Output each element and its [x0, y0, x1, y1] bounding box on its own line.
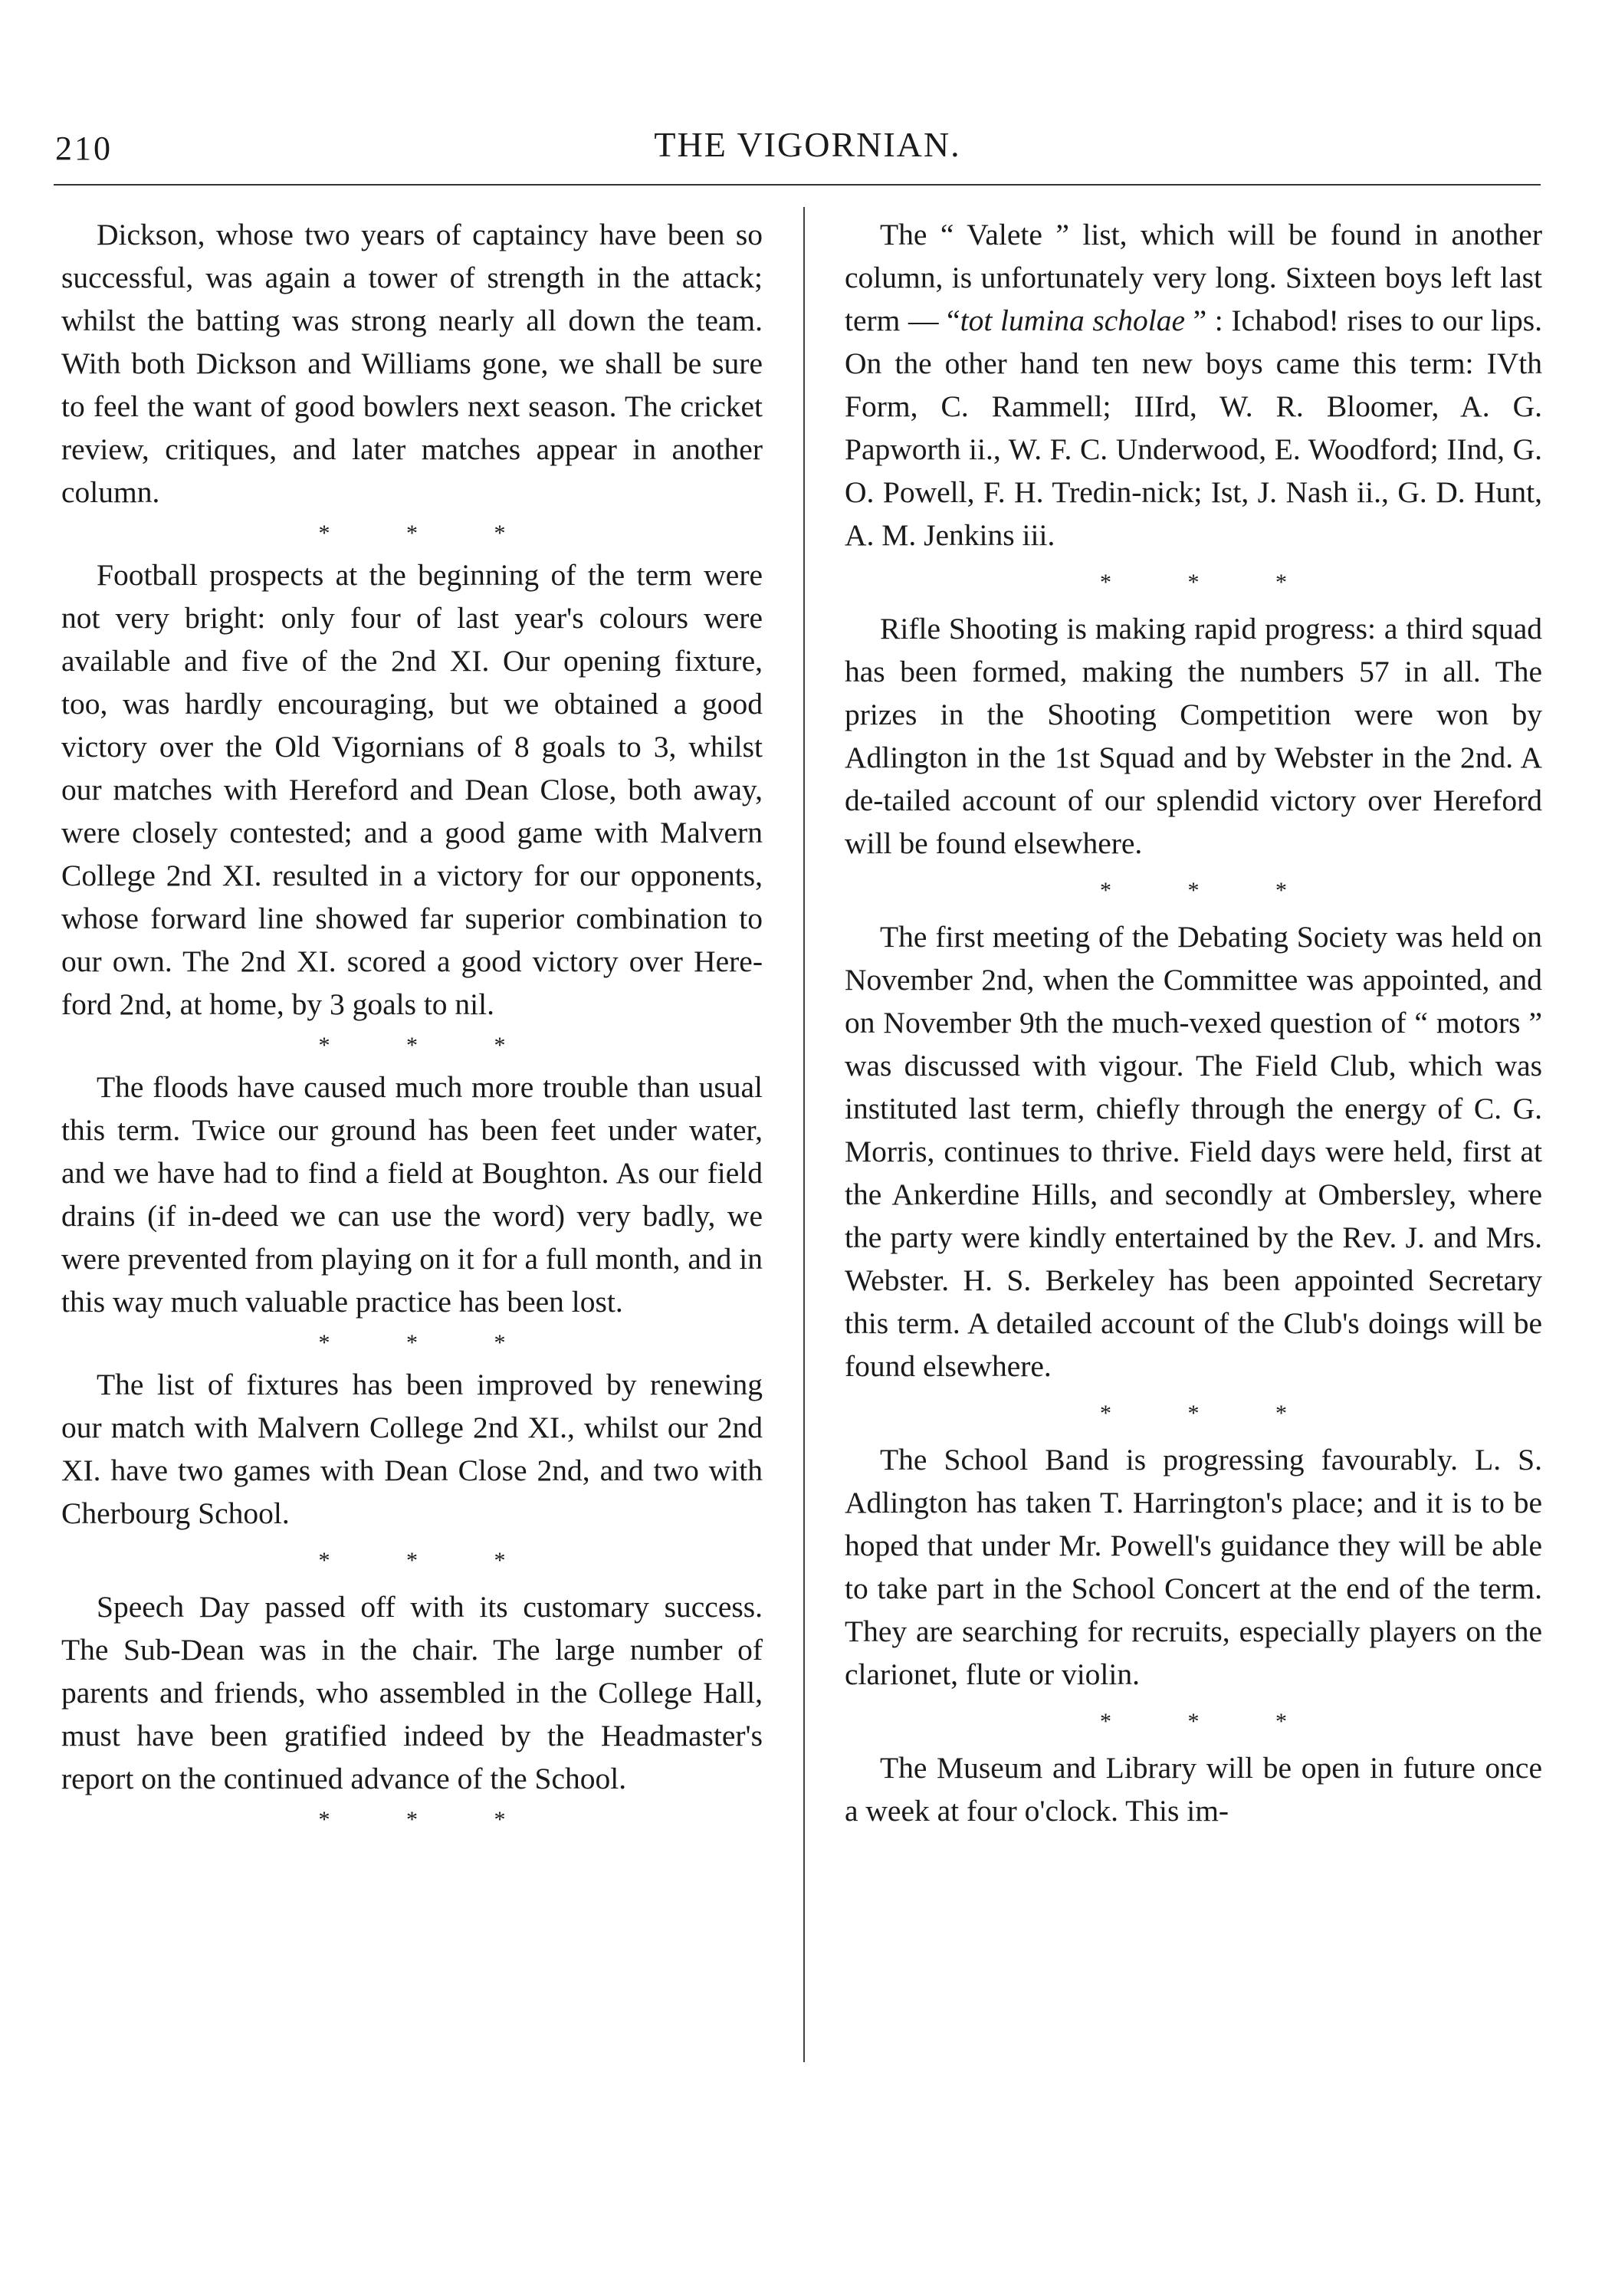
section-separator: * * * — [1100, 1401, 1322, 1426]
running-title: THE VIGORNIAN. — [654, 125, 961, 164]
valete-rest: ” : Ichabod! rises to our lips. On the other hand ten new boys came this term: IVth Form, C. Rammell; IIIrd, W. R. Bloomer, A. G. Papworth ii., W. F. C. Underwood, E. Woodford; IInd, G. O. Powell, F. H. Tredin-nick; Ist, J. Nash ii., G. D. Hunt, A. M. Jenkins iii. — [845, 304, 1542, 552]
section-separator: * * * — [1100, 1709, 1322, 1734]
paragraph-floods: The floods have caused much more trouble than usual this term. Twice our ground has been feet under water, and we have had to find a field at Boughton. As our field drains (if in-deed we can use the word) very badly, we were prevented from playing on it for a full month, and in this way much valuable practice has been lost. — [61, 1070, 763, 1319]
paragraph-valete — [845, 213, 1542, 557]
header-rule — [54, 184, 1541, 186]
valete-intro: The “ Valete ” list, which will be found in another column, is unfortunately very long. Sixteen boys left last term — “ — [845, 218, 1542, 337]
paragraph-debating-society: The first meeting of the Debating Society was held on November 2nd, when the Committee was appointed, and on November 9th the much-vexed question of “ motors ” was discussed with vigour. The Field Club, which was instituted last term, chiefly through the energy of C. G. Morris, continues to thrive. Field days were held, first at the Ankerdine Hills, and secondly at Ombersley, where the party were kindly entertained by the Rev. J. and Mrs. Webster. H. S. Berkeley has been appointed Secretary this term. A detailed account of the Club's doings will be found elsewhere. — [845, 920, 1542, 1383]
valete-latin-quote: tot lumina scholae — [960, 304, 1186, 337]
paragraph-school-band: The School Band is progressing favourably. L. S. Adlington has taken T. Harrington's place; and it is to be hoped that under Mr. Powell's guidance they will be able to take part in the School Concert at the end of the term. They are searching for recruits, especially players on the clarionet, flute or violin. — [845, 1443, 1542, 1691]
section-separator: * * * — [318, 521, 541, 546]
paragraph-football: Football prospects at the beginning of the term were not very bright: only four of last year's colours were available and five of the 2nd XI. Our opening fixture, too, was hardly encouraging, but we obtained a good victory over the Old Vigornians of 8 goals to 3, whilst our matches with Hereford and Dean Close, both away, were closely contested; and a good game with Malvern College 2nd XI. resulted in a victory for our opponents, whose forward line showed far superior combination to our own. The 2nd XI. scored a good victory over Here-ford 2nd, at home, by 3 goals to nil. — [61, 558, 763, 1021]
paragraph-museum-library: The Museum and Library will be open in future once a week at four o'clock. This im- — [845, 1751, 1542, 1828]
section-separator: * * * — [1100, 878, 1322, 903]
paragraph-speech-day: Speech Day passed off with its customary success. The Sub-Dean was in the chair. The large number of parents and friends, who assembled in the College Hall, must have been gratified indeed by the Headmaster's report on the continued advance of the School. — [61, 1590, 763, 1795]
section-separator: * * * — [318, 1033, 541, 1058]
left-column — [61, 213, 763, 1840]
page-number: 210 — [55, 130, 113, 167]
paragraph-rifle-shooting: Rifle Shooting is making rapid progress: a third squad has been formed, making the numbers 57 in all. The prizes in the Shooting Competition were won by Adlington in the 1st Squad and by Webster in the 2nd. A de-tailed account of our splendid victory over Hereford will be found elsewhere. — [845, 612, 1542, 860]
section-separator: * * * — [318, 1807, 541, 1832]
section-separator: * * * — [318, 1330, 541, 1355]
column-divider — [803, 207, 805, 2062]
section-separator: * * * — [1100, 570, 1322, 595]
paragraph-cricket: Dickson, whose two years of captaincy have been so successful, was again a tower of strength in the attack; whilst the batting was strong nearly all down the team. With both Dickson and Williams gone, we shall be sure to feel the want of good bowlers next season. The cricket review, critiques, and later matches appear in another column. — [61, 218, 763, 509]
paragraph-fixtures: The list of fixtures has been improved by renewing our match with Malvern College 2nd XI., whilst our 2nd XI. have two games with Dean Close 2nd, and two with Cherbourg School. — [61, 1368, 763, 1530]
section-separator: * * * — [318, 1548, 541, 1573]
right-column — [845, 213, 1542, 1832]
